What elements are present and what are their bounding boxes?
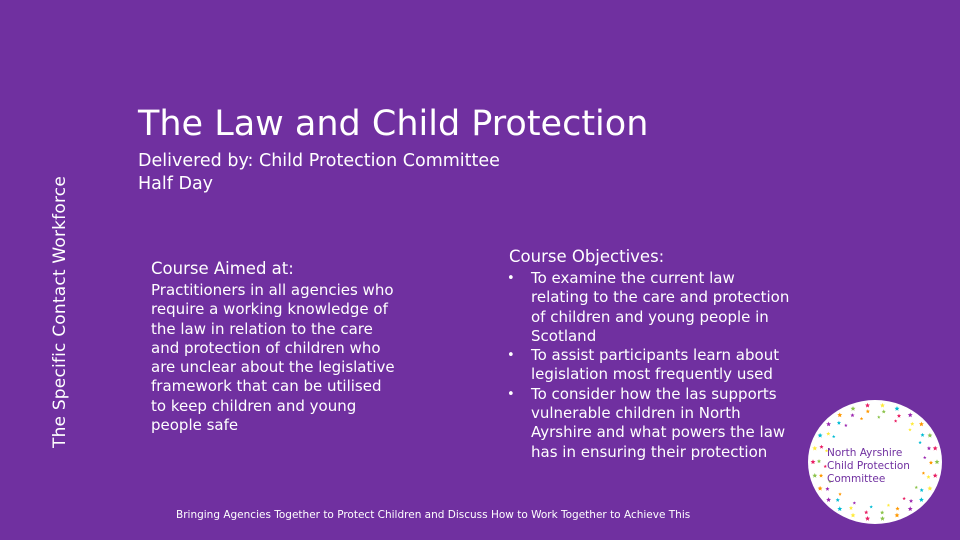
objective-text: To assist participants learn about legislation most frequently used xyxy=(531,346,780,384)
bullet-icon: • xyxy=(507,386,515,402)
objectives-heading: Course Objectives: xyxy=(509,247,665,266)
page-title: The Law and Child Protection xyxy=(138,104,649,144)
delivered-by: Delivered by: Child Protection Committee xyxy=(138,151,500,171)
objective-item xyxy=(507,346,797,385)
objective-text: To examine the current law relating to the care and protection of children and young people in Scotland xyxy=(531,269,790,345)
bullet-icon: • xyxy=(507,271,515,286)
objective-item xyxy=(507,269,797,346)
aimed-body: Practitioners in all agencies who require a working knowledge of the law in relation to the care and protection of children who are unclear about the legislative framework that can be utilised to keep children and young people safe xyxy=(151,281,395,435)
objective-item xyxy=(507,385,797,462)
footer-tagline: Bringing Agencies Together to Protect Children and Discuss How to Work Together to Achieve This xyxy=(176,509,691,521)
side-title: The Specific Contact Workforce xyxy=(50,176,70,448)
logo-text: North Ayrshire Child Protection Committee xyxy=(827,447,910,485)
course-info xyxy=(138,150,500,196)
aimed-heading: Course Aimed at: xyxy=(151,259,294,278)
objective-text: To consider how the las supports vulnerable children in North Ayrshire and what powers the law has in ensuring their protection xyxy=(531,384,786,461)
objectives-list xyxy=(507,269,797,462)
bullet-icon: • xyxy=(507,348,515,364)
duration: Half Day xyxy=(138,174,214,194)
